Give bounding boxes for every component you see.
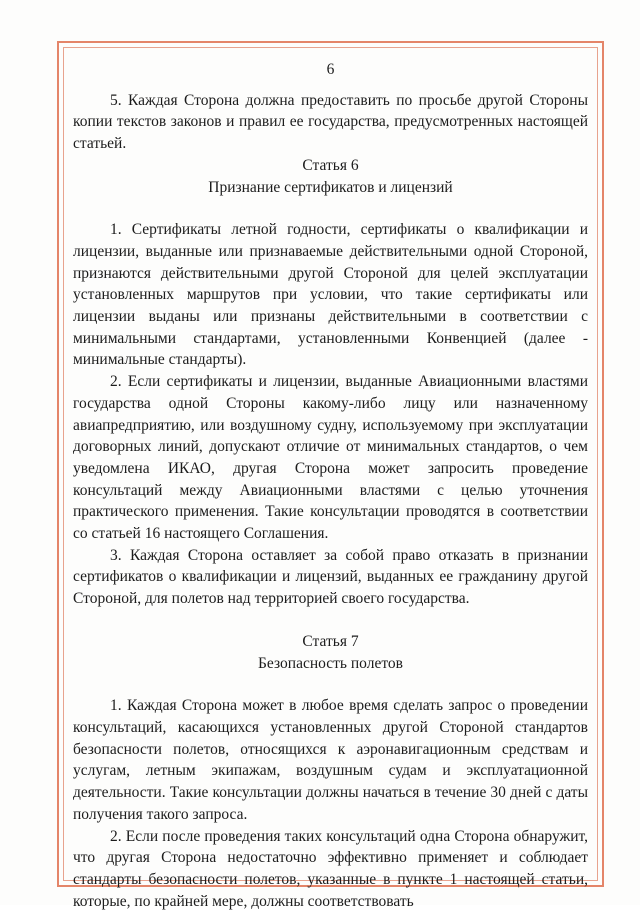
page-number: 6 <box>73 59 588 81</box>
article-7-paragraph-2: 2. Если после проведения таких консультаций одна Сторона обнаружит, что другая Сторона недостаточно эффективно применяет и соблюдает стандарты безопасности полетов, указанные в пункте 1 настоящей статьи, которые, по крайней мере, должны соответствовать <box>73 826 588 912</box>
article-6-subtitle: Признание сертификатов и лицензий <box>73 177 588 199</box>
spacer <box>73 610 588 631</box>
article-7-title: Статья 7 <box>73 631 588 653</box>
article-6-paragraph-1: 1. Сертификаты летной годности, сертификаты о квалификации и лицензии, выданные или признаваемые действительными одной Стороной, признаются действительными другой Стороной для целей эксплуатации установленных маршрутов при условии, что такие сертификаты или лицензии выданы или признаны действительными в соответствии с минимальными стандартами, установленными Конвенцией (далее - минимальные стандарты). <box>73 219 588 371</box>
article-6-paragraph-3: 3. Каждая Сторона оставляет за собой право отказать в признании сертификатов о квалификации и лицензий, выданных ее гражданину другой Стороной, для полетов над территорией своего государства. <box>73 545 588 610</box>
article-6-title: Статья 6 <box>73 155 588 177</box>
article-6-paragraph-2: 2. Если сертификаты и лицензии, выданные Авиационными властями государства одной Стороны какому-либо лицу или назначенному авиапредприятию, или воздушному судну, используемому при эксплуатации договорных линий, допускают отличие от минимальных стандартов, о чем уведомлена ИКАО, другая Сторона может запросить проведение консультаций между Авиационными властями с целью уточнения практического применения. Такие консультации проводятся в соответствии со статьей 16 настоящего Соглашения. <box>73 371 588 545</box>
article-7-subtitle: Безопасность полетов <box>73 653 588 675</box>
page-content <box>63 47 598 881</box>
article-7-paragraph-1: 1. Каждая Сторона может в любое время сделать запрос о проведении консультаций, касающихся установленных другой Стороной стандартов безопасности полетов, относящихся к аэронавигационным средствам и услугам, летным экипажам, воздушным судам и эксплуатационной деятельности. Такие консультации должны начаться в течение 30 дней с даты получения такого запроса. <box>73 695 588 825</box>
spacer <box>73 198 588 219</box>
spacer <box>73 674 588 695</box>
paragraph-5: 5. Каждая Сторона должна предоставить по просьбе другой Стороны копии текстов законов и правил ее государства, предусмотренных настоящей статьей. <box>73 90 588 155</box>
